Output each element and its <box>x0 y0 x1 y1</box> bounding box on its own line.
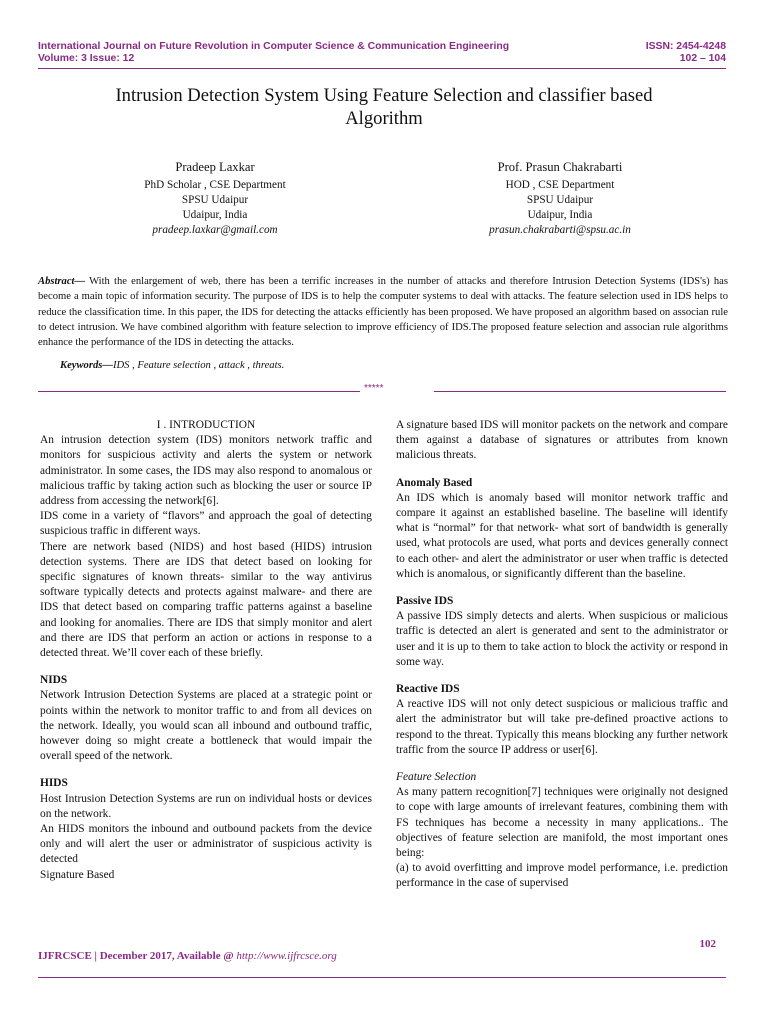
nids-heading: NIDS <box>40 674 68 687</box>
header-rule <box>38 68 726 69</box>
journal-name: International Journal on Future Revolution in Computer Science & Communication Engineering <box>38 41 510 52</box>
feature-selection-item-a: (a) to avoid overfitting and improve model performance, i.e. prediction performance in the case of supervised <box>396 862 728 890</box>
abstract-label: Abstract— <box>38 276 86 287</box>
anomaly-paragraph: An IDS which is anomaly based will monitor network traffic and compare it against an established baseline. The baseline will identify what is “normal” for that network- what sort of bandwidth is generally used, what protocols are used, what ports and devices generally connect to each other- and alert the administrator or user when traffic is detected which is anomalous, or significantly different than the baseline. <box>396 491 728 580</box>
author-org: SPSU Udaipur <box>181 194 249 206</box>
reactive-heading: Reactive IDS <box>396 683 460 696</box>
anomaly-heading: Anomaly Based <box>396 476 473 489</box>
paper-title <box>40 84 728 130</box>
abstract <box>38 274 728 350</box>
passive-heading: Passive IDS <box>396 595 454 608</box>
author-name: Prof. Prasun Chakrabarti <box>497 160 623 174</box>
signature-heading: Signature Based <box>40 868 115 881</box>
author-email[interactable]: prasun.chakrabarti@spsu.ac.in <box>489 224 631 236</box>
section-separator <box>38 383 726 395</box>
right-column <box>396 418 728 892</box>
intro-paragraph-3: There are network based (NIDS) and host based (HIDS) intrusion detection systems. There are IDS that detect based on looking for specific signatures of known threats- similar to the way antivirus software typically detects and protects against malware- and there are IDS that detect based on comparing traffic patterns against a baseline and looking for anomalies. There are IDS that simply monitor and alert and there are IDS that perform an action or actions in response to a detected threat. We’ll cover each of these briefly. <box>40 540 372 660</box>
author-role: PhD Scholar , CSE Department <box>144 179 286 191</box>
page-number: 102 <box>699 938 716 950</box>
intro-paragraph-1: An intrusion detection system (IDS) monitors network traffic and monitors for suspicious activity and alerts the system or network administrator. In some cases, the IDS may also respond to anomalous or malicious traffic by taking action such as blocking the user or source IP address from accessing the network[6]. <box>40 434 372 508</box>
separator-stars: ***** <box>364 383 384 394</box>
left-column <box>40 418 372 883</box>
reactive-paragraph: A reactive IDS will not only detect suspicious or malicious traffic and alert the administrator but will take pre-defined proactive actions to respond to the threat. Typically this means blocking any further network traffic from the source IP address or user[6]. <box>396 698 728 756</box>
footer-url-link[interactable]: http://www.ijfrcsce.org <box>236 950 337 962</box>
separator-line-left <box>38 391 360 392</box>
author-block-1 <box>85 160 345 238</box>
author-location: Udaipur, India <box>182 209 248 221</box>
separator-line-right <box>434 391 726 392</box>
keywords-label: Keywords— <box>60 360 113 371</box>
intro-heading: I . INTRODUCTION <box>156 419 256 431</box>
title-line-2: Algorithm <box>345 108 423 129</box>
keywords <box>60 360 284 371</box>
author-org: SPSU Udaipur <box>526 194 594 206</box>
keywords-text: IDS , Feature selection , attack , threats. <box>112 360 285 371</box>
volume-issue: Volume: 3 Issue: 12 <box>38 53 135 64</box>
abstract-text: With the enlargement of web, there has been a terrific increases in the number of attacks and therefore Intrusion Detection Systems (IDS's) has become a main topic of information security. The purpose of IDS is to help the computer systems to deal with attacks. The feature selection used in IDS helps to reduce the classification time. In this paper, the IDS for detecting the attacks efficiently has been proposed. We have proposed an algorithm based on associan rule to detect intrusion. We have combined algorithm with feature selection to improve efficiency of IDS.The proposed feature selection and associan rule algorithms enhance the performance of the IDS in detecting the attacks. <box>38 276 728 349</box>
hids-paragraph-1: Host Intrusion Detection Systems are run on individual hosts or devices on the network. <box>40 792 372 820</box>
title-line-1: Intrusion Detection System Using Feature Selection and classifier based <box>115 85 653 106</box>
issn: ISSN: 2454-4248 <box>645 41 726 52</box>
author-location: Udaipur, India <box>527 209 593 221</box>
author-block-2 <box>430 160 690 238</box>
hids-heading: HIDS <box>40 777 68 790</box>
author-role: HOD , CSE Department <box>505 179 615 191</box>
journal-header <box>38 41 726 65</box>
signature-paragraph: A signature based IDS will monitor packets on the network and compare them against a database of signatures or attributes from known malicious threats. <box>396 419 728 462</box>
nids-paragraph: Network Intrusion Detection Systems are placed at a strategic point or points within the network to monitor traffic to and from all devices on the network. Ideally, you would scan all inbound and outbound traffic, however doing so might create a bottleneck that would impair the overall speed of the network. <box>40 689 372 763</box>
passive-paragraph: A passive IDS simply detects and alerts. When suspicious or malicious traffic is detected an alert is generated and sent to the administrator or user and it is up to them to take action to block the activity or respond in some way. <box>396 610 728 668</box>
footer <box>38 950 337 962</box>
page-range: 102 – 104 <box>679 53 726 64</box>
feature-selection-heading: Feature Selection <box>396 771 477 784</box>
footer-journal: IJFRCSCE | December 2017, Available @ <box>38 950 234 962</box>
feature-selection-paragraph: As many pattern recognition[7] techniques were originally not designed to cope with large amounts of irrelevant features, combining them with FS techniques has become a necessity in many applications.. The objectives of feature selection are manifold, the most important ones being: <box>396 786 728 860</box>
author-email[interactable]: pradeep.laxkar@gmail.com <box>152 224 278 236</box>
hids-paragraph-2: An HIDS monitors the inbound and outbound packets from the device only and will alert the user or administrator of suspicious activity is detected <box>40 823 372 866</box>
footer-rule <box>38 977 726 978</box>
author-name: Pradeep Laxkar <box>175 160 255 174</box>
intro-paragraph-2: IDS come in a variety of “flavors” and approach the goal of detecting suspicious traffic in different ways. <box>40 510 372 538</box>
